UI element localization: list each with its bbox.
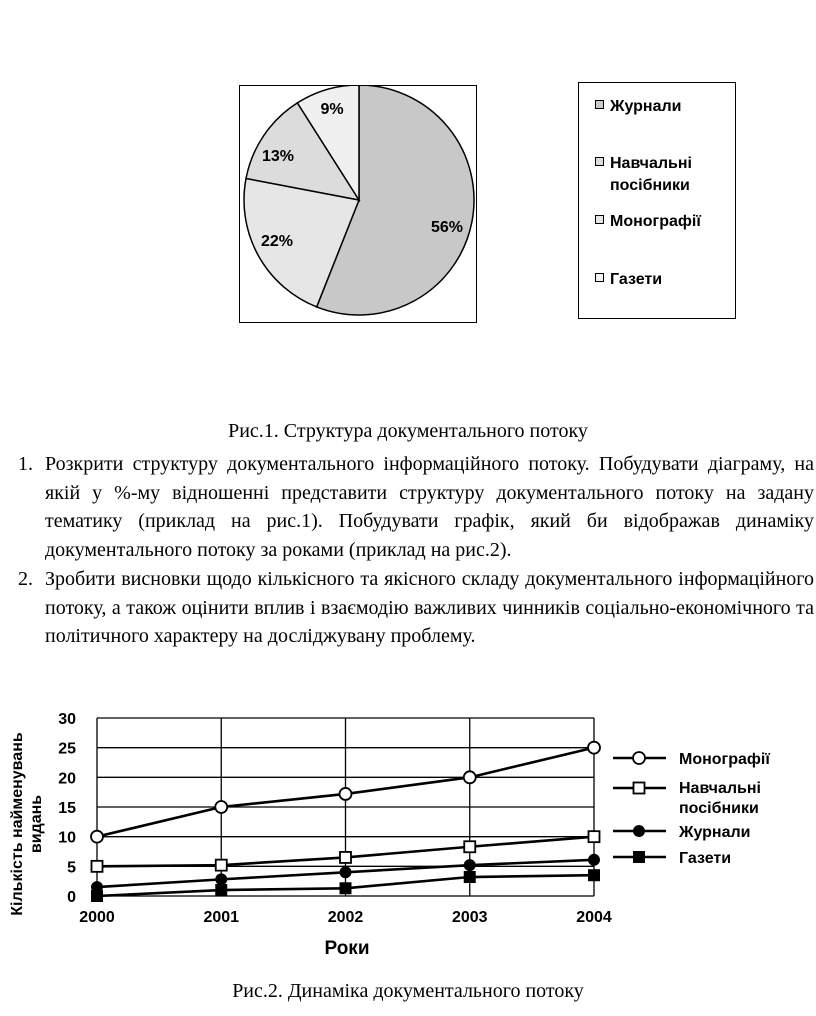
y-tick-label: 20	[58, 770, 76, 788]
pie-slice-label: 9%	[320, 101, 344, 118]
y-axis-title	[9, 732, 45, 916]
y-tick-label: 0	[67, 889, 76, 906]
pie-slice-label: 13%	[261, 148, 295, 165]
legend-label	[679, 780, 761, 817]
data-point	[589, 854, 600, 865]
pie-chart-frame	[239, 85, 477, 323]
data-point	[589, 870, 600, 881]
figure-1-caption: Рис.1. Структура документального потоку	[228, 420, 588, 442]
data-point	[340, 852, 351, 863]
pie-legend-swatch	[595, 100, 604, 109]
data-point	[92, 861, 103, 872]
data-point	[91, 831, 103, 843]
pie-legend-swatch	[595, 215, 604, 224]
x-tick-label: 2000	[79, 909, 115, 926]
data-point	[464, 771, 476, 783]
data-point	[216, 885, 227, 896]
figure-2-caption: Рис.2. Динаміка документального потоку	[232, 980, 584, 1002]
task-text: Розкрити структуру документального інформаційного потоку. Побудувати діаграму, на якій у %-му відношенні представити структуру документального потоку на задану тематику (приклад на рис.1). Побудувати графік, який би відображав динаміку документального потоку за роками (приклад на рис.2).	[45, 453, 814, 562]
y-axis-title-line: видань	[28, 794, 45, 854]
y-tick-label: 5	[67, 859, 76, 877]
x-tick-label: 2004	[576, 909, 612, 926]
pie-legend-label: Журнали	[610, 98, 682, 115]
data-point	[215, 801, 227, 813]
data-point	[588, 742, 600, 754]
legend-marker	[634, 852, 645, 863]
data-point	[340, 883, 351, 894]
data-point	[216, 860, 227, 871]
data-point	[589, 831, 600, 842]
data-point	[464, 860, 475, 871]
data-point	[92, 891, 103, 902]
data-point	[464, 841, 475, 852]
line-chart	[0, 700, 816, 980]
task-number: 2.	[18, 567, 33, 590]
task-text: Зробити висновки щодо кількісного та якісного складу документального інформаційного потоку, а також оцінити вплив і взаємодію важливих чинників соціально-економічного та політичного характеру на досліджувану проблему.	[45, 567, 814, 648]
data-point	[216, 874, 227, 885]
x-tick-label: 2001	[203, 909, 240, 926]
y-tick-label: 30	[58, 711, 76, 728]
task-item	[18, 565, 814, 651]
x-tick-label: 2003	[451, 909, 488, 926]
y-tick-label: 15	[58, 800, 76, 817]
pie-legend-swatch	[595, 157, 604, 166]
data-point	[340, 867, 351, 878]
task-item	[18, 450, 814, 565]
pie-slice-label: 56%	[430, 219, 464, 236]
legend-marker	[634, 826, 645, 837]
pie-legend	[578, 82, 736, 319]
legend-marker	[634, 783, 645, 794]
y-tick-label: 10	[58, 829, 76, 847]
y-tick-label: 25	[58, 740, 76, 758]
task-list	[18, 450, 814, 651]
y-axis-title-line: Кількість найменувань	[9, 732, 26, 916]
legend-label: Журнали	[679, 824, 751, 841]
task-number: 1.	[18, 453, 33, 475]
legend-label: Газети	[679, 850, 732, 867]
legend-label-line: посібники	[679, 800, 759, 817]
pie-slice-label: 22%	[260, 233, 294, 250]
x-tick-label: 2002	[327, 909, 364, 926]
legend-label-line: Навчальні	[679, 780, 761, 797]
pie-legend-label: Монографії	[610, 213, 701, 230]
pie-legend-label: Навчальні посібники	[610, 155, 692, 194]
data-point	[464, 872, 475, 883]
pie-legend-swatch	[595, 273, 604, 282]
legend-marker	[633, 752, 645, 764]
data-point	[340, 788, 352, 800]
pie-legend-label: Газети	[610, 271, 663, 288]
pie-chart	[240, 86, 478, 324]
legend-label: Монографії	[679, 751, 770, 768]
x-axis-title: Роки	[324, 938, 370, 959]
